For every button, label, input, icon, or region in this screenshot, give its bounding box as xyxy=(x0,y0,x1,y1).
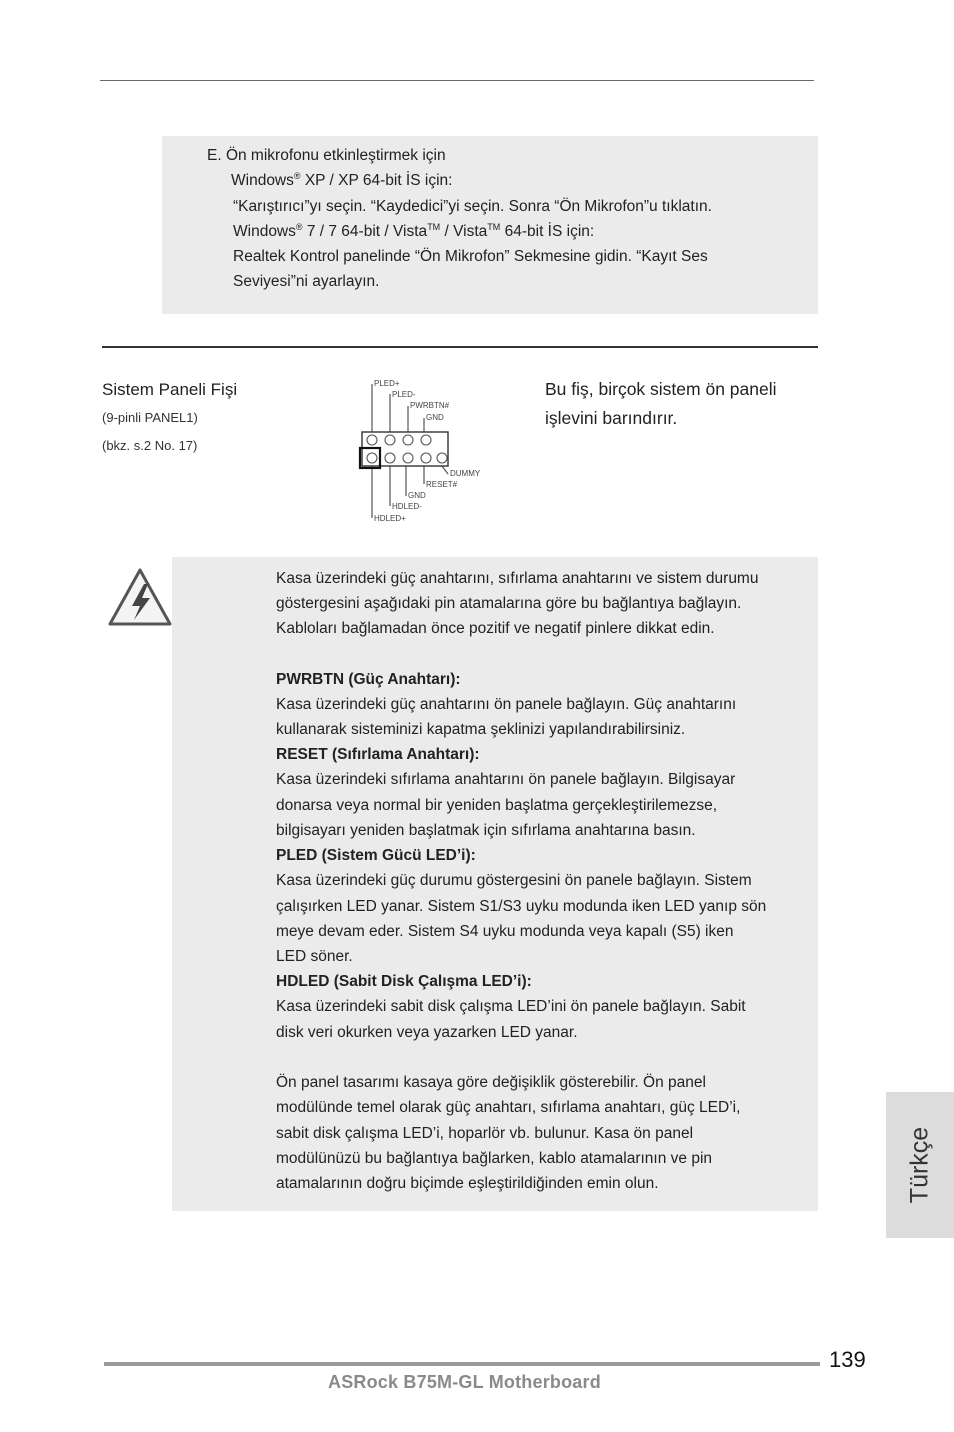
pled-text-2: çalışırken LED yanar. Sistem S1/S3 uyku modunda iken LED yanıp sön xyxy=(276,898,767,915)
page-number: 139 xyxy=(829,1347,866,1372)
hdled-heading: HDLED (Sabit Disk Çalışma LED’i): xyxy=(276,973,532,990)
footer-rule xyxy=(104,1362,820,1366)
reset-text-1: Kasa üzerindeki sıfırlama anahtarını ön panele bağlayın. Bilgisayar xyxy=(276,771,736,788)
language-tab xyxy=(886,1092,954,1238)
panel-description-2: işlevini barındırır. xyxy=(545,408,678,428)
panel1-pin-diagram xyxy=(356,376,486,526)
mic-win7-steps-1: Realtek Kontrol panelinde “Ön Mikrofon” Sekmesine gidin. “Kayıt Ses xyxy=(233,248,708,265)
pwrbtn-text-2: kullanarak sisteminizi kapatma şeklinizi yapılandırabilirsiniz. xyxy=(276,721,686,738)
note-text-1: Ön panel tasarımı kasaya göre değişiklik gösterebilir. Ön panel xyxy=(276,1074,706,1091)
mic-win7-steps-2: Seviyesi”ni ayarlayın. xyxy=(233,273,380,290)
warning-intro-3: Kabloları bağlamadan önce pozitif ve negatif pinlere dikkat edin. xyxy=(276,620,715,637)
pwrbtn-text-1: Kasa üzerindeki güç anahtarını ön panele bağlayın. Güç anahtarını xyxy=(276,696,737,713)
note-text-5: atamalarının doğru biçimde eşleştirildiğinden emin olun. xyxy=(276,1175,659,1192)
pled-text-3: meye devam eder. Sistem S4 uyku modunda veya kapalı (S5) iken xyxy=(276,923,734,940)
pin-label-reset: RESET# xyxy=(426,480,458,489)
footer-product-name: ASRock B75M-GL Motherboard xyxy=(328,1372,601,1392)
mic-step-heading: E. Ön mikrofonu etkinleştirmek için xyxy=(207,147,446,164)
panel-header-pins: (9-pinli PANEL1) xyxy=(102,410,198,425)
mic-instructions-box xyxy=(162,136,818,314)
note-text-3: sabit disk çalışma LED’i, hoparlör vb. bulunur. Kasa ön panel xyxy=(276,1125,694,1142)
hdled-text-1: Kasa üzerindeki sabit disk çalışma LED’ini ön panele bağlayın. Sabit xyxy=(276,998,746,1015)
mic-win7-line: Windows® 7 / 7 64-bit / Vista™ / Vista™ 64-bit İS için: xyxy=(233,222,595,240)
language-tab-label: Türkçe xyxy=(905,1126,934,1204)
note-text-4: modülünüzü bu bağlantıya bağlarken, kablo atamalarının ve pin xyxy=(276,1150,713,1167)
pin-label-dummy: DUMMY xyxy=(450,469,481,478)
section-rule xyxy=(102,346,818,348)
panel-header-title: Sistem Paneli Fişi xyxy=(102,380,238,399)
note-text-2: modülünde temel olarak güç anahtarı, sıfırlama anahtarı, güç LED’i, xyxy=(276,1099,741,1116)
pin-label-pwrbtn: PWRBTN# xyxy=(410,401,450,410)
pled-text-4: LED söner. xyxy=(276,948,353,965)
warning-triangle-icon xyxy=(106,566,174,630)
reset-text-2: donarsa veya normal bir yeniden başlatma gerçekleştirilemezse, xyxy=(276,797,718,814)
pled-text-1: Kasa üzerindeki güç durumu göstergesini ön panele bağlayın. Sistem xyxy=(276,872,752,889)
top-rule xyxy=(100,80,814,81)
pwrbtn-heading: PWRBTN (Güç Anahtarı): xyxy=(276,671,461,688)
panel-header-ref: (bkz. s.2 No. 17) xyxy=(102,438,198,453)
pin-label-pled-plus: PLED+ xyxy=(374,379,400,388)
warning-intro-2: göstergesini aşağıdaki pin atamalarına göre bu bağlantıya bağlayın. xyxy=(276,595,742,612)
warning-intro-1: Kasa üzerindeki güç anahtarını, sıfırlama anahtarını ve sistem durumu xyxy=(276,570,759,587)
hdled-text-2: disk veri okurken veya yazarken LED yanar. xyxy=(276,1024,578,1041)
mic-xp-line: Windows® XP / XP 64-bit İS için: xyxy=(231,171,453,189)
reset-text-3: bilgisayarı yeniden başlatmak için sıfırlama anahtarına basın. xyxy=(276,822,696,839)
pin-label-gnd-top: GND xyxy=(426,413,444,422)
pin-label-hdled-minus: HDLED- xyxy=(392,502,422,511)
pin-label-gnd-bottom: GND xyxy=(408,491,426,500)
pled-heading: PLED (Sistem Gücü LED’i): xyxy=(276,847,476,864)
pin-label-pled-minus: PLED- xyxy=(392,390,416,399)
mic-xp-steps: “Karıştırıcı”yı seçin. “Kaydedici”yi seçin. Sonra “Ön Mikrofon”u tıklatın. xyxy=(233,198,712,215)
pin-label-hdled-plus: HDLED+ xyxy=(374,514,406,523)
panel-description-1: Bu fiş, birçok sistem ön paneli xyxy=(545,379,777,399)
reset-heading: RESET (Sıfırlama Anahtarı): xyxy=(276,746,480,763)
